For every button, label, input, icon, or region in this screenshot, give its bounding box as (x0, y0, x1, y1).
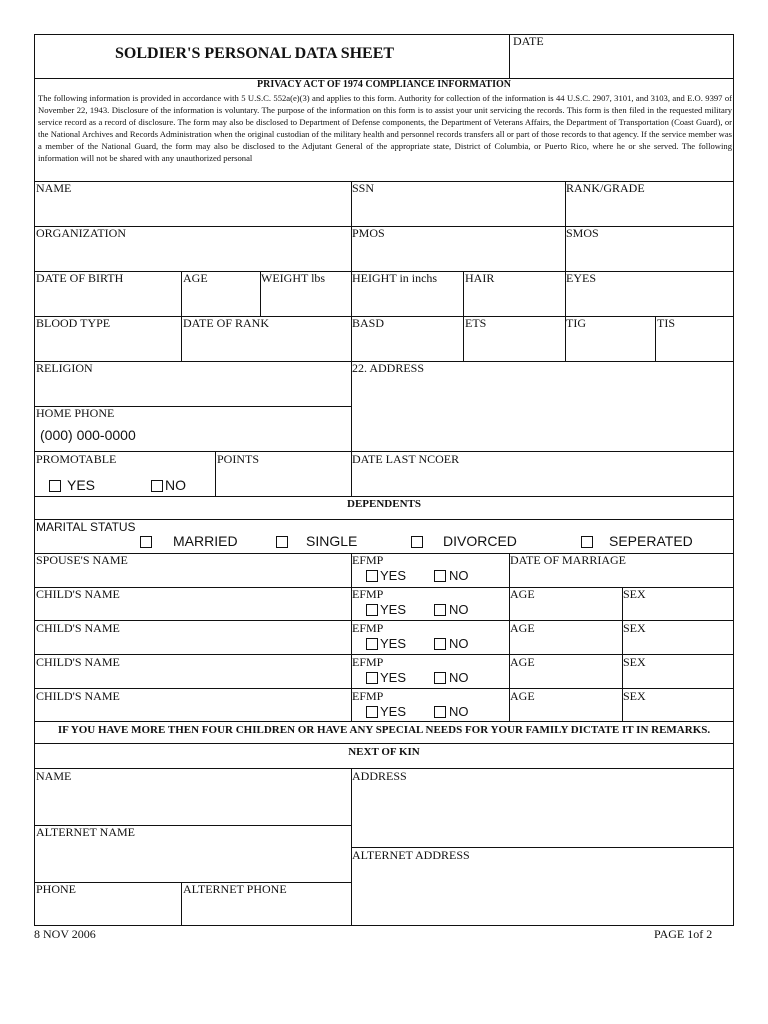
child-sex-field[interactable] (623, 601, 732, 619)
basd-label: BASD (352, 316, 385, 330)
nok-alternet-address-field[interactable] (352, 862, 732, 924)
child-efmp-label: EFMP (352, 655, 384, 669)
child-row-3 (35, 655, 733, 688)
ets-field[interactable] (465, 330, 564, 360)
child-age-label: AGE (510, 655, 535, 669)
divider (35, 721, 733, 722)
divorced-label: DIVORCED (443, 533, 517, 549)
nok-phone-field[interactable] (36, 896, 180, 924)
hair-label: HAIR (465, 271, 495, 285)
spouse-efmp-no-label: NO (449, 568, 469, 583)
page-title: SOLDIER'S PERSONAL DATA SHEET (115, 45, 395, 62)
child-name-label: CHILD'S NAME (36, 655, 120, 669)
child-sex-label: SEX (623, 587, 646, 601)
child-age-label: AGE (510, 621, 535, 635)
date-last-ncoer-field[interactable] (352, 466, 732, 495)
married-label: MARRIED (173, 533, 238, 549)
child-name-field[interactable] (36, 635, 350, 653)
home-phone-input[interactable]: (000) 000-0000 (40, 427, 136, 443)
child-age-field[interactable] (510, 601, 621, 619)
divider (181, 882, 182, 926)
marital-status-label: MARITAL STATUS (36, 520, 136, 534)
divider (35, 496, 733, 497)
child-efmp-no-checkbox[interactable] (434, 638, 446, 650)
name-label: NAME (36, 181, 72, 195)
child-efmp-yes-label: YES (380, 602, 407, 617)
religion-label: RELIGION (36, 361, 93, 375)
child-efmp-yes-checkbox[interactable] (366, 706, 378, 718)
religion-field[interactable] (36, 375, 350, 405)
privacy-text: The following information is provided in accordance with 5 U.S.C. 552a(e)(3) and applies to this form. Authority for collection of the information is 44 U.S.C. 2907, 3101, and 3103, and E.O. 9397 of November 22, 1943. Disclosure of the information is voluntary. The purpose of the information on this form is to assist your unit servicing the records. This form is then filed in the requested military service record as a record of disclosure. The form may also be disclosed to Department of Defense components, the Department of Veterans Affairs, the Department of Transportation (Coast Guard), or the National Archives and Records Administration when the original custodian of the military health and personnel records transfers all or part of those records to that agency. If the service member was a member of the National Guard, the form may also be disclosed to the Adjutant General of the appropriate state, District of Columbia, or Puerto Rico, where he or she served. The following information will not be shared with any unauthorized personal (38, 93, 732, 164)
address-label: 22. ADDRESS (352, 361, 425, 375)
tis-field[interactable] (657, 330, 732, 360)
child-efmp-yes-checkbox[interactable] (366, 638, 378, 650)
single-checkbox[interactable] (276, 536, 288, 548)
promotable-yes-label: YES (67, 477, 96, 493)
divorced-checkbox[interactable] (411, 536, 423, 548)
height-field[interactable] (352, 285, 462, 315)
child-age-field[interactable] (510, 669, 621, 687)
child-sex-field[interactable] (623, 635, 732, 653)
footer-date: 8 NOV 2006 (34, 927, 96, 941)
nok-alternet-name-field[interactable] (36, 839, 350, 881)
home-phone-label: HOME PHONE (36, 406, 115, 420)
child-age-field[interactable] (510, 635, 621, 653)
promotable-no-label: NO (165, 477, 186, 493)
child-efmp-yes-label: YES (380, 704, 407, 719)
child-efmp-no-label: NO (449, 704, 469, 719)
eyes-label: EYES (566, 271, 596, 285)
age-label: AGE (183, 271, 208, 285)
points-field[interactable] (217, 466, 350, 495)
height-label: HEIGHT in inchs (352, 271, 438, 285)
child-sex-field[interactable] (623, 703, 732, 721)
dependents-heading: DEPENDENTS (347, 498, 421, 510)
divider (35, 519, 733, 520)
promotable-yes-checkbox[interactable] (49, 480, 61, 492)
next-of-kin-heading: NEXT OF KIN (348, 746, 420, 758)
spouse-name-field[interactable] (36, 567, 350, 587)
name-field[interactable] (36, 195, 350, 225)
weight-label: WEIGHT lbs (261, 271, 326, 285)
nok-phone-label: PHONE (36, 882, 77, 896)
rank-grade-label: RANK/GRADE (566, 181, 645, 195)
eyes-field[interactable] (566, 285, 732, 315)
child-efmp-yes-label: YES (380, 636, 407, 651)
date-label: DATE (513, 34, 544, 48)
child-row-2 (35, 621, 733, 654)
smos-label: SMOS (566, 226, 599, 240)
weight-field[interactable] (261, 285, 350, 315)
child-age-label: AGE (510, 689, 535, 703)
spouse-efmp-yes-label: YES (380, 568, 407, 583)
date-of-birth-field[interactable] (36, 285, 180, 315)
organization-field[interactable] (36, 240, 350, 270)
date-field[interactable] (510, 47, 734, 77)
tis-label: TIS (657, 316, 675, 330)
child-efmp-no-checkbox[interactable] (434, 672, 446, 684)
child-name-field[interactable] (36, 601, 350, 619)
date-of-rank-label: DATE OF RANK (183, 316, 270, 330)
nok-alternet-phone-label: ALTERNET PHONE (183, 882, 287, 896)
date-of-birth-label: DATE OF BIRTH (36, 271, 124, 285)
age-field[interactable] (183, 285, 259, 315)
spouse-efmp-yes-checkbox[interactable] (366, 570, 378, 582)
child-name-field[interactable] (36, 703, 350, 721)
child-sex-label: SEX (623, 655, 646, 669)
tig-label: TIG (566, 316, 586, 330)
child-sex-field[interactable] (623, 669, 732, 687)
ssn-label: SSN (352, 181, 375, 195)
footer-page: PAGE 1of 2 (654, 927, 713, 941)
rank-grade-field[interactable] (566, 195, 732, 225)
dependents-note: IF YOU HAVE MORE THEN FOUR CHILDREN OR HAVE ANY SPECIAL NEEDS FOR YOUR FAMILY DICTATE IT IN REMARKS. (57, 724, 711, 736)
divider (35, 743, 733, 744)
spouse-name-label: SPOUSE'S NAME (36, 553, 128, 567)
child-age-field[interactable] (510, 703, 621, 721)
single-label: SINGLE (306, 533, 358, 549)
married-checkbox[interactable] (140, 536, 152, 548)
date-of-marriage-field[interactable] (510, 567, 732, 587)
child-efmp-label: EFMP (352, 587, 384, 601)
child-name-field[interactable] (36, 669, 350, 687)
child-efmp-no-label: NO (449, 636, 469, 651)
child-efmp-yes-label: YES (380, 670, 407, 685)
child-efmp-no-label: NO (449, 670, 469, 685)
smos-field[interactable] (566, 240, 732, 270)
date-of-rank-field[interactable] (183, 330, 350, 360)
child-name-label: CHILD'S NAME (36, 621, 120, 635)
child-row-4 (35, 689, 733, 722)
date-of-marriage-label: DATE OF MARRIAGE (510, 553, 627, 567)
child-name-label: CHILD'S NAME (36, 689, 120, 703)
child-efmp-no-checkbox[interactable] (434, 604, 446, 616)
child-name-label: CHILD'S NAME (36, 587, 120, 601)
ssn-field[interactable] (352, 195, 564, 225)
divider (35, 553, 733, 554)
child-efmp-label: EFMP (352, 689, 384, 703)
spouse-efmp-no-checkbox[interactable] (434, 570, 446, 582)
nok-alternet-phone-field[interactable] (183, 896, 350, 924)
child-row-1 (35, 587, 733, 620)
seperated-checkbox[interactable] (581, 536, 593, 548)
points-label: POINTS (217, 452, 260, 466)
tig-field[interactable] (566, 330, 654, 360)
pmos-label: PMOS (352, 226, 385, 240)
nok-alternet-name-label: ALTERNET NAME (36, 825, 135, 839)
child-efmp-no-checkbox[interactable] (434, 706, 446, 718)
divider (215, 451, 216, 496)
pmos-field[interactable] (352, 240, 564, 270)
divider (655, 316, 656, 361)
blood-type-field[interactable] (36, 330, 180, 360)
address-field[interactable] (352, 375, 732, 450)
organization-label: ORGANIZATION (36, 226, 126, 240)
date-last-ncoer-label: DATE LAST NCOER (352, 452, 460, 466)
blood-type-label: BLOOD TYPE (36, 316, 111, 330)
nok-alternet-address-label: ALTERNET ADDRESS (352, 848, 470, 862)
child-efmp-no-label: NO (449, 602, 469, 617)
child-sex-label: SEX (623, 621, 646, 635)
spouse-efmp-label: EFMP (352, 553, 384, 567)
ets-label: ETS (465, 316, 487, 330)
promotable-no-checkbox[interactable] (151, 480, 163, 492)
hair-field[interactable] (465, 285, 564, 315)
nok-address-field[interactable] (352, 783, 732, 845)
child-sex-label: SEX (623, 689, 646, 703)
basd-field[interactable] (352, 330, 462, 360)
seperated-label: SEPERATED (609, 533, 693, 549)
child-efmp-label: EFMP (352, 621, 384, 635)
nok-address-label: ADDRESS (352, 769, 407, 783)
promotable-label: PROMOTABLE (36, 452, 117, 466)
nok-name-label: NAME (36, 769, 72, 783)
nok-name-field[interactable] (36, 783, 350, 825)
child-age-label: AGE (510, 587, 535, 601)
child-efmp-yes-checkbox[interactable] (366, 672, 378, 684)
child-efmp-yes-checkbox[interactable] (366, 604, 378, 616)
personal-data-form (34, 34, 734, 926)
privacy-heading: PRIVACY ACT OF 1974 COMPLIANCE INFORMATION (257, 79, 511, 90)
